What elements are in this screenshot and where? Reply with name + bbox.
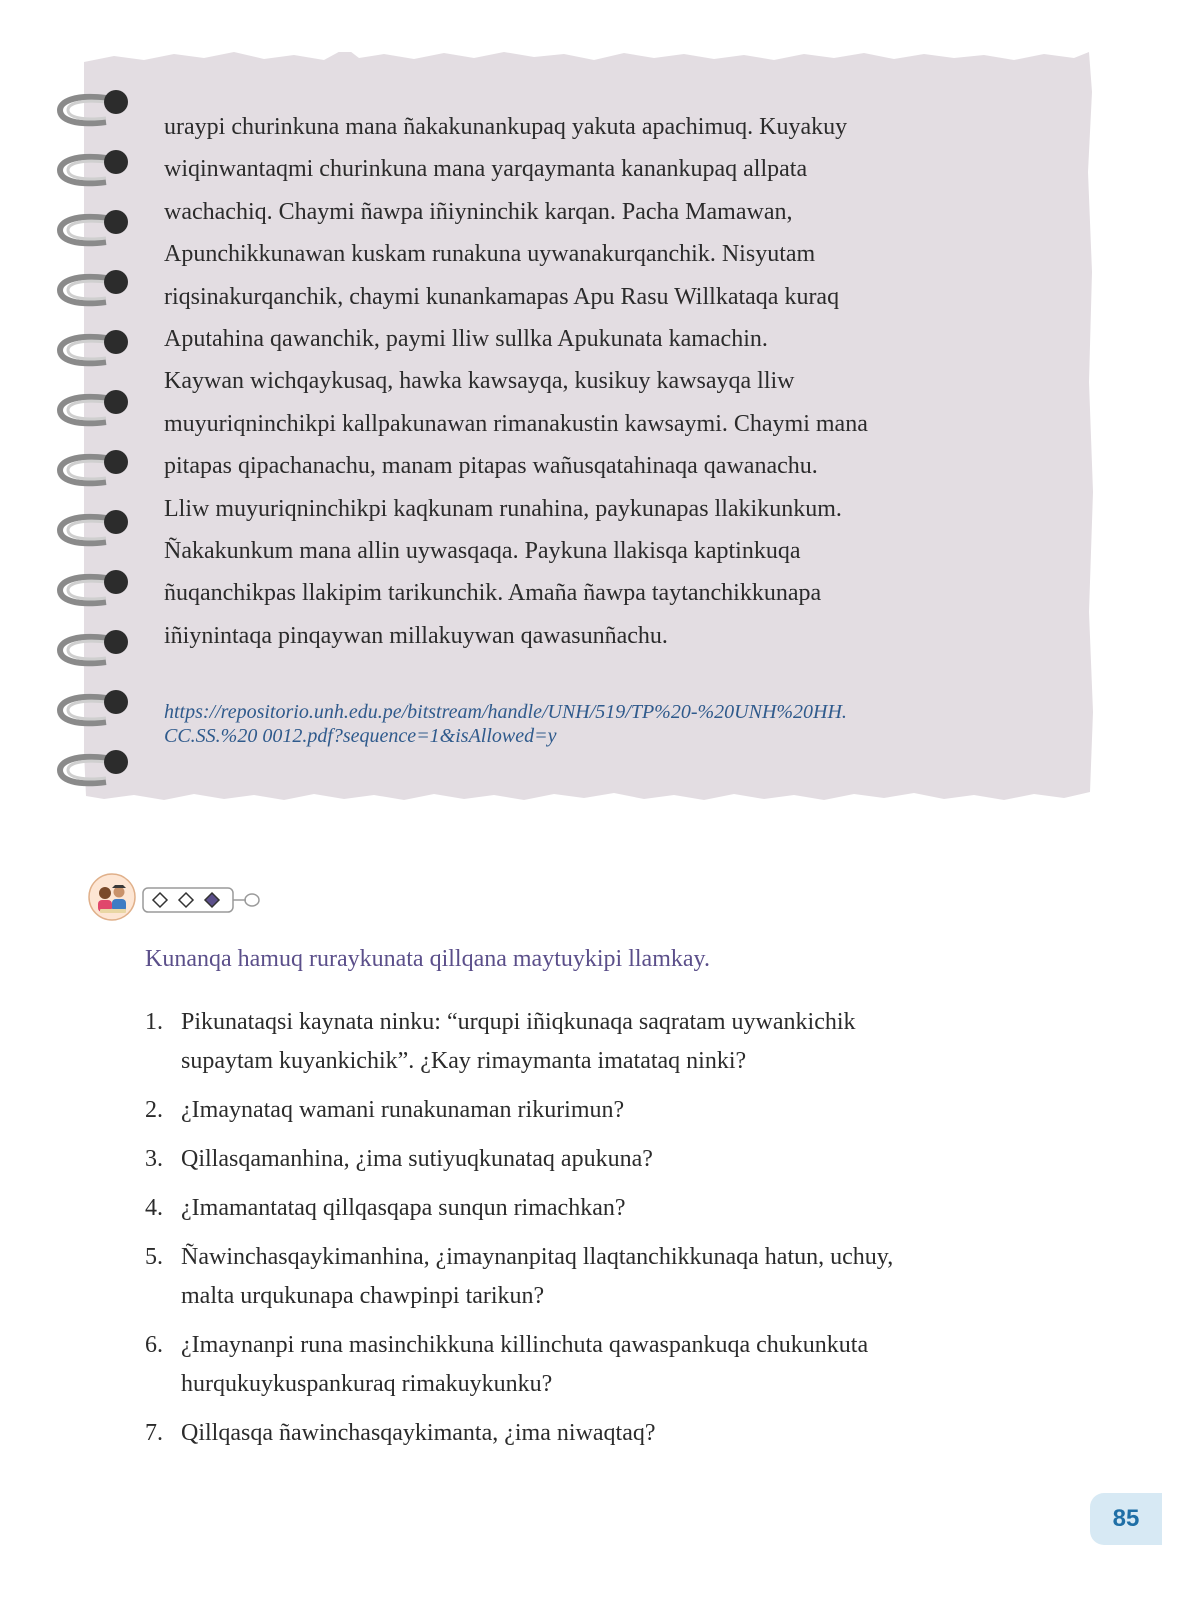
question-text-line: Qillqasqa ñawinchasqaykimanta, ¿ima niwaqtaq? xyxy=(181,1420,656,1446)
activity-instruction: Kunanqa hamuq ruraykunata qillqana maytuykipi llamkay. xyxy=(145,946,710,972)
question-number: 3. xyxy=(145,1146,163,1172)
question-text-line: Ñawinchasqaykimanhina, ¿imaynanpitaq llaqtanchikkunaqa hatun, uchuy, xyxy=(181,1244,894,1270)
spiral-ring-icon xyxy=(54,688,134,732)
question-text-line: ¿Imaynanpi runa masinchikkuna killinchuta qawaspankuqa chukunkuta xyxy=(181,1332,869,1358)
spiral-ring-icon xyxy=(54,568,134,612)
spiral-ring-icon xyxy=(54,208,134,252)
question-list xyxy=(145,1003,1065,1463)
question-text-line: ¿Imamantataq qillqasqapa sunqun rimachkan? xyxy=(181,1195,626,1221)
reading-line: pitapas qipachanachu, manam pitapas wañusqatahinaqa qawanachu. xyxy=(164,453,818,480)
spiral-ring-icon xyxy=(54,628,134,672)
reading-line: Kaywan wichqaykusaq, hawka kawsayqa, kusikuy kawsayqa lliw xyxy=(164,368,795,395)
question-item xyxy=(145,1414,1065,1453)
question-number: 2. xyxy=(145,1097,163,1123)
question-number: 1. xyxy=(145,1009,163,1035)
reading-line: Apunchikkunawan kuskam runakuna uywanakurqanchik. Nisyutam xyxy=(164,241,816,268)
question-number: 4. xyxy=(145,1195,163,1221)
question-number: 5. xyxy=(145,1244,163,1270)
reading-line: wachachiq. Chaymi ñawpa iñiyninchik karqan. Pacha Mamawan, xyxy=(164,198,793,225)
spiral-ring-icon xyxy=(54,268,134,312)
question-text-line: Pikunataqsi kaynata ninku: “urqupi iñiqkunaqa saqratam uywankichik xyxy=(181,1009,856,1035)
difficulty-level-indicator xyxy=(142,886,262,914)
spiral-ring-icon xyxy=(54,148,134,192)
reading-line: iñiynintaqa pinqaywan millakuywan qawasunñachu. xyxy=(164,622,668,649)
reading-line: riqsinakurqanchik, chaymi kunankamapas Apu Rasu Willkataqa kuraq xyxy=(164,283,840,310)
question-item xyxy=(145,1189,1065,1228)
reading-notebook xyxy=(84,52,1114,818)
source-link[interactable] xyxy=(164,700,1064,748)
spiral-ring-icon xyxy=(54,328,134,372)
question-item xyxy=(145,1140,1065,1179)
reading-line: uraypi churinkuna mana ñakakunankupaq yakuta apachimuq. Kuyakuy xyxy=(164,114,848,140)
question-item xyxy=(145,1003,1065,1081)
question-text-line: malta urqukunapa chawpinpi tarikun? xyxy=(181,1283,545,1309)
source-link-line[interactable]: https://repositorio.unh.edu.pe/bitstream/handle/UNH/519/TP%20-%20UNH%20HH. xyxy=(164,701,847,723)
spiral-ring-icon xyxy=(54,388,134,432)
question-text-line: hurqukuykuspankuraq rimakuykunku? xyxy=(181,1371,553,1397)
spiral-ring-icon xyxy=(54,748,134,792)
question-text-line: supaytam kuyankichik”. ¿Kay rimaymanta imatataq ninki? xyxy=(181,1048,747,1074)
question-number: 7. xyxy=(145,1420,163,1446)
question-item xyxy=(145,1326,1065,1404)
spiral-ring-icon xyxy=(54,88,134,132)
question-item xyxy=(145,1238,1065,1316)
reading-line: Lliw muyuriqninchikpi kaqkunam runahina, paykunapas llakikunkum. xyxy=(164,495,842,522)
students-avatar-icon xyxy=(88,873,136,921)
question-number: 6. xyxy=(145,1332,163,1358)
spiral-ring-icon xyxy=(54,448,134,492)
activity-header xyxy=(88,873,288,923)
question-text-line: Qillasqamanhina, ¿ima sutiyuqkunataq apukuna? xyxy=(181,1146,653,1172)
reading-line: wiqinwantaqmi churinkuna mana yarqaymanta kanankupaq allpata xyxy=(164,156,808,183)
reading-line: muyuriqninchikpi kallpakunawan rimanakustin kawsaymi. Chaymi mana xyxy=(164,410,868,437)
spiral-binding xyxy=(54,88,134,808)
spiral-ring-icon xyxy=(54,508,134,552)
source-link-line[interactable]: CC.SS.%20 0012.pdf?sequence=1&isAllowed=y xyxy=(164,725,557,747)
question-text-line: ¿Imaynataq wamani runakunaman rikurimun? xyxy=(181,1097,625,1123)
reading-line: Ñakakunkum mana allin uywasqaqa. Paykuna llakisqa kaptinkuqa xyxy=(164,538,801,565)
reading-line: Aputahina qawanchik, paymi lliw sullka Apukunata kamachin. xyxy=(164,326,768,353)
page-number-badge: 85 xyxy=(1090,1493,1162,1545)
reading-line: ñuqanchikpas llakipim tarikunchik. Amaña ñawpa taytanchikkunapa xyxy=(164,580,822,607)
question-item xyxy=(145,1091,1065,1130)
reading-text xyxy=(164,106,1044,657)
